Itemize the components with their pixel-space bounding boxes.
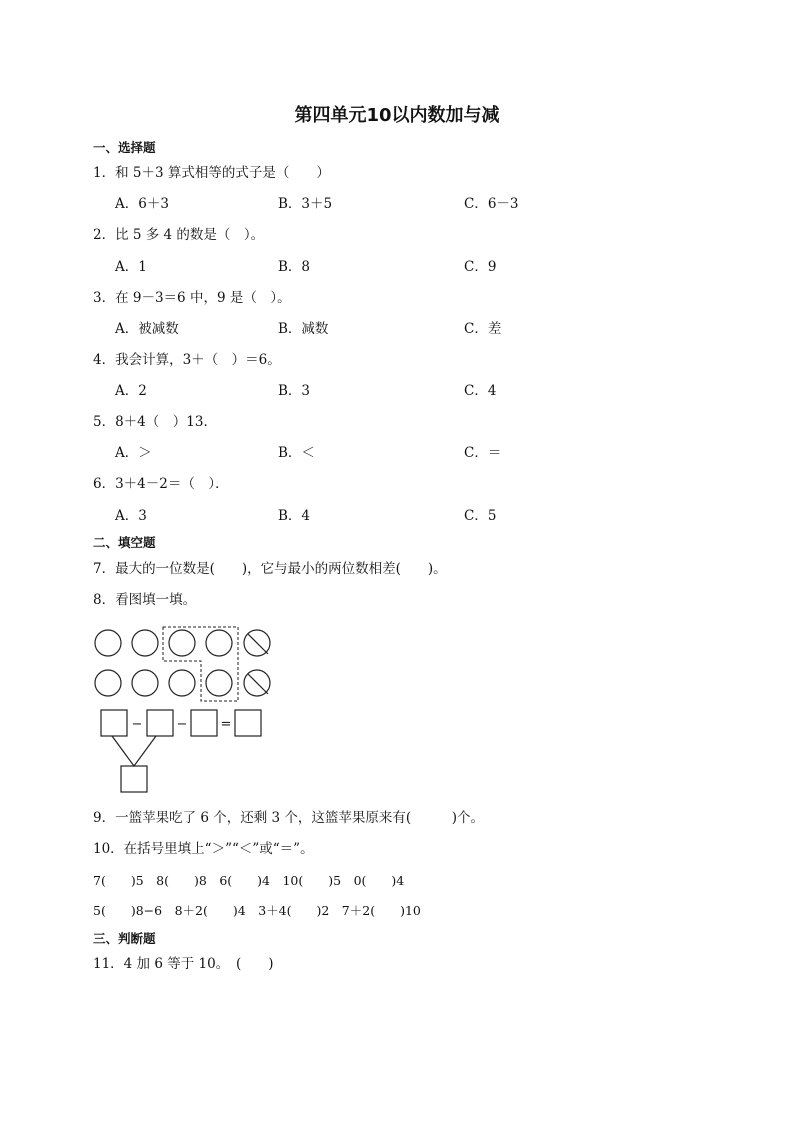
question-2: 2．比 5 多 4 的数是（ ）。 — [93, 227, 265, 243]
q4-option-a: A．2 — [115, 383, 147, 399]
question-7: 7．最大的一位数是( )，它与最小的两位数相差( )。 — [93, 561, 447, 577]
answer-box-1 — [101, 710, 127, 736]
section-heading-choice: 一、选择题 — [93, 140, 156, 155]
compare-row-1: 7( )5 8( )8 6( )4 10( )5 0( )4 — [93, 873, 405, 888]
q5-option-b: B．＜ — [278, 445, 315, 461]
cross-mark-top — [248, 634, 268, 654]
answer-box-5 — [121, 766, 147, 792]
dashed-group-outline — [163, 627, 238, 701]
question-4: 4．我会计算，3＋（ ）＝6。 — [93, 352, 281, 368]
circle-bottom-2 — [132, 670, 158, 696]
circle-grouping-figure — [88, 622, 288, 800]
circle-top-3 — [169, 630, 195, 656]
circle-top-4 — [206, 630, 232, 656]
q2-option-b: B．8 — [278, 259, 311, 275]
question-9: 9．一篮苹果吃了 6 个，还剩 3 个，这篮苹果原来有( )个。 — [93, 810, 484, 826]
q3-option-b: B．减数 — [278, 321, 329, 337]
q6-option-c: C．5 — [464, 508, 497, 524]
q6-option-b: B．4 — [278, 508, 311, 524]
question-8: 8．看图填一填。 — [93, 592, 197, 608]
circle-top-2 — [132, 630, 158, 656]
answer-box-3 — [191, 710, 217, 736]
section-heading-fill: 二、填空题 — [93, 535, 156, 550]
operator-minus-2: − — [176, 717, 188, 732]
q5-option-a: A．＞ — [115, 445, 152, 461]
q4-option-b: B．3 — [278, 383, 311, 399]
page-title: 第四单元10以内数加与减 — [294, 105, 500, 126]
circle-bottom-3 — [169, 670, 195, 696]
q3-option-c: C．差 — [464, 321, 502, 337]
q1-option-b: B．3＋5 — [278, 196, 333, 212]
circle-bottom-4 — [206, 670, 232, 696]
q1-option-a: A．6＋3 — [115, 196, 169, 212]
q5-option-c: C．＝ — [464, 445, 502, 461]
circle-top-1 — [95, 630, 121, 656]
section-heading-judge: 三、判断题 — [93, 931, 156, 946]
answer-box-2 — [147, 710, 173, 736]
q3-option-a: A．被减数 — [115, 321, 179, 337]
question-5: 5．8＋4（ ）13． — [93, 414, 217, 430]
q1-option-c: C．6－3 — [464, 196, 519, 212]
question-6: 6．3＋4－2＝（ ）． — [93, 476, 229, 492]
operator-equals: = — [220, 717, 232, 732]
circle-bottom-1 — [95, 670, 121, 696]
question-11: 11．4 加 6 等于 10。 ( ) — [93, 956, 274, 972]
q6-option-a: A．3 — [115, 508, 147, 524]
compare-row-2: 5( )8−6 8＋2( )4 3＋4( )2 7＋2( )10 — [93, 903, 421, 918]
q4-option-c: C．4 — [464, 383, 497, 399]
answer-box-4 — [235, 710, 261, 736]
question-1: 1．和 5＋3 算式相等的式子是（ ） — [93, 165, 330, 181]
question-3: 3．在 9－3＝6 中，9 是（ ）。 — [93, 290, 291, 306]
split-connector — [112, 736, 156, 766]
q2-option-a: A．1 — [115, 259, 147, 275]
q2-option-c: C．9 — [464, 259, 497, 275]
cross-mark-bottom — [248, 674, 268, 694]
operator-minus-1: − — [131, 717, 143, 732]
question-10: 10．在括号里填上“＞”“＜”或“＝”。 — [93, 841, 314, 857]
